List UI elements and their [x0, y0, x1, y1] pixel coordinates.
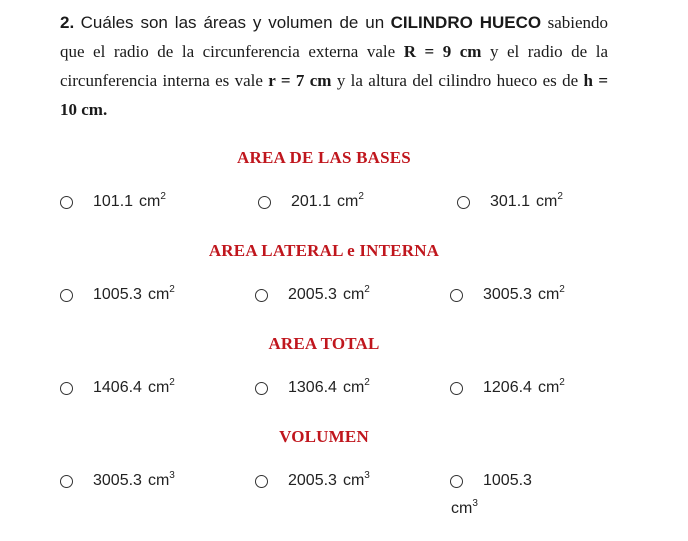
option-value: 1005.3	[93, 286, 142, 303]
radio-circle-icon[interactable]	[457, 196, 470, 209]
option-bases-3[interactable]	[457, 193, 563, 211]
radio-circle-icon[interactable]	[450, 382, 463, 395]
section-title-volume: VOLUMEN	[279, 427, 369, 446]
outer-radius: R = 9 cm	[403, 42, 482, 61]
option-lateral-3[interactable]	[450, 286, 565, 304]
option-unit: $cm^2$	[536, 191, 563, 210]
radio-circle-icon[interactable]	[450, 289, 463, 302]
radio-circle-icon[interactable]	[255, 382, 268, 395]
radio-circle-icon[interactable]	[60, 196, 73, 209]
question-part1: sabiendo que el radio de la circunferencia externa vale	[60, 13, 609, 61]
radio-circle-icon[interactable]	[255, 289, 268, 302]
option-unit: $cm^2$	[147, 284, 175, 303]
option-value: 1306.4	[288, 379, 337, 396]
cylinder-height: h = 10 cm.	[60, 71, 609, 119]
option-lateral-2[interactable]	[255, 286, 370, 304]
question-lead: Cuáles son las áreas y volumen de un	[80, 13, 385, 32]
option-value: 2005.3	[288, 286, 337, 303]
radio-circle-icon[interactable]	[60, 382, 73, 395]
option-volume-1[interactable]	[60, 472, 175, 490]
option-bases-2[interactable]	[258, 193, 364, 211]
option-unit: $cm^2$	[537, 284, 565, 303]
question-number: 2.	[60, 13, 75, 32]
option-value: 301.1	[490, 193, 531, 210]
option-unit: $cm^2$	[147, 377, 175, 396]
question-part2: y el radio de la circunferencia interna es vale	[60, 42, 609, 90]
radio-circle-icon[interactable]	[258, 196, 271, 209]
question-shape: CILINDRO HUECO	[390, 13, 542, 32]
option-unit: $cm^2$	[342, 377, 370, 396]
radio-circle-icon[interactable]	[255, 475, 268, 488]
option-value: 3005.3	[93, 472, 142, 489]
inner-radius: r = 7 cm	[268, 71, 332, 90]
radio-circle-icon[interactable]	[60, 475, 73, 488]
option-unit: $cm^2$	[139, 191, 166, 210]
option-unit: $cm^3$	[147, 470, 175, 489]
radio-circle-icon[interactable]	[60, 289, 73, 302]
option-unit: $cm^3$	[342, 470, 370, 489]
option-unit-wrapped: $cm^3$	[451, 498, 478, 517]
option-value: 1406.4	[93, 379, 142, 396]
option-total-1[interactable]	[60, 379, 175, 397]
section-title-total: AREA TOTAL	[268, 334, 380, 353]
option-value: 201.1	[291, 193, 332, 210]
option-unit: $cm^2$	[537, 377, 565, 396]
option-bases-1[interactable]	[60, 193, 166, 211]
option-total-2[interactable]	[255, 379, 370, 397]
section-title-lateral: AREA LATERAL e INTERNA	[208, 241, 440, 260]
section-title-bases: AREA DE LAS BASES	[237, 148, 411, 167]
option-unit: $cm^2$	[337, 191, 364, 210]
radio-circle-icon[interactable]	[450, 475, 463, 488]
option-value: 1005.3	[483, 472, 532, 489]
option-unit: $cm^2$	[342, 284, 370, 303]
option-total-3[interactable]	[450, 379, 565, 397]
option-lateral-1[interactable]	[60, 286, 175, 304]
question-part3: y la altura del cilindro hueco es de	[336, 71, 579, 90]
option-volume-3[interactable]	[450, 472, 532, 490]
option-value: 3005.3	[483, 286, 532, 303]
option-volume-2[interactable]	[255, 472, 370, 490]
option-value: 1206.4	[483, 379, 532, 396]
question-text	[60, 8, 608, 124]
option-value: 2005.3	[288, 472, 337, 489]
option-value: 101.1	[93, 193, 134, 210]
